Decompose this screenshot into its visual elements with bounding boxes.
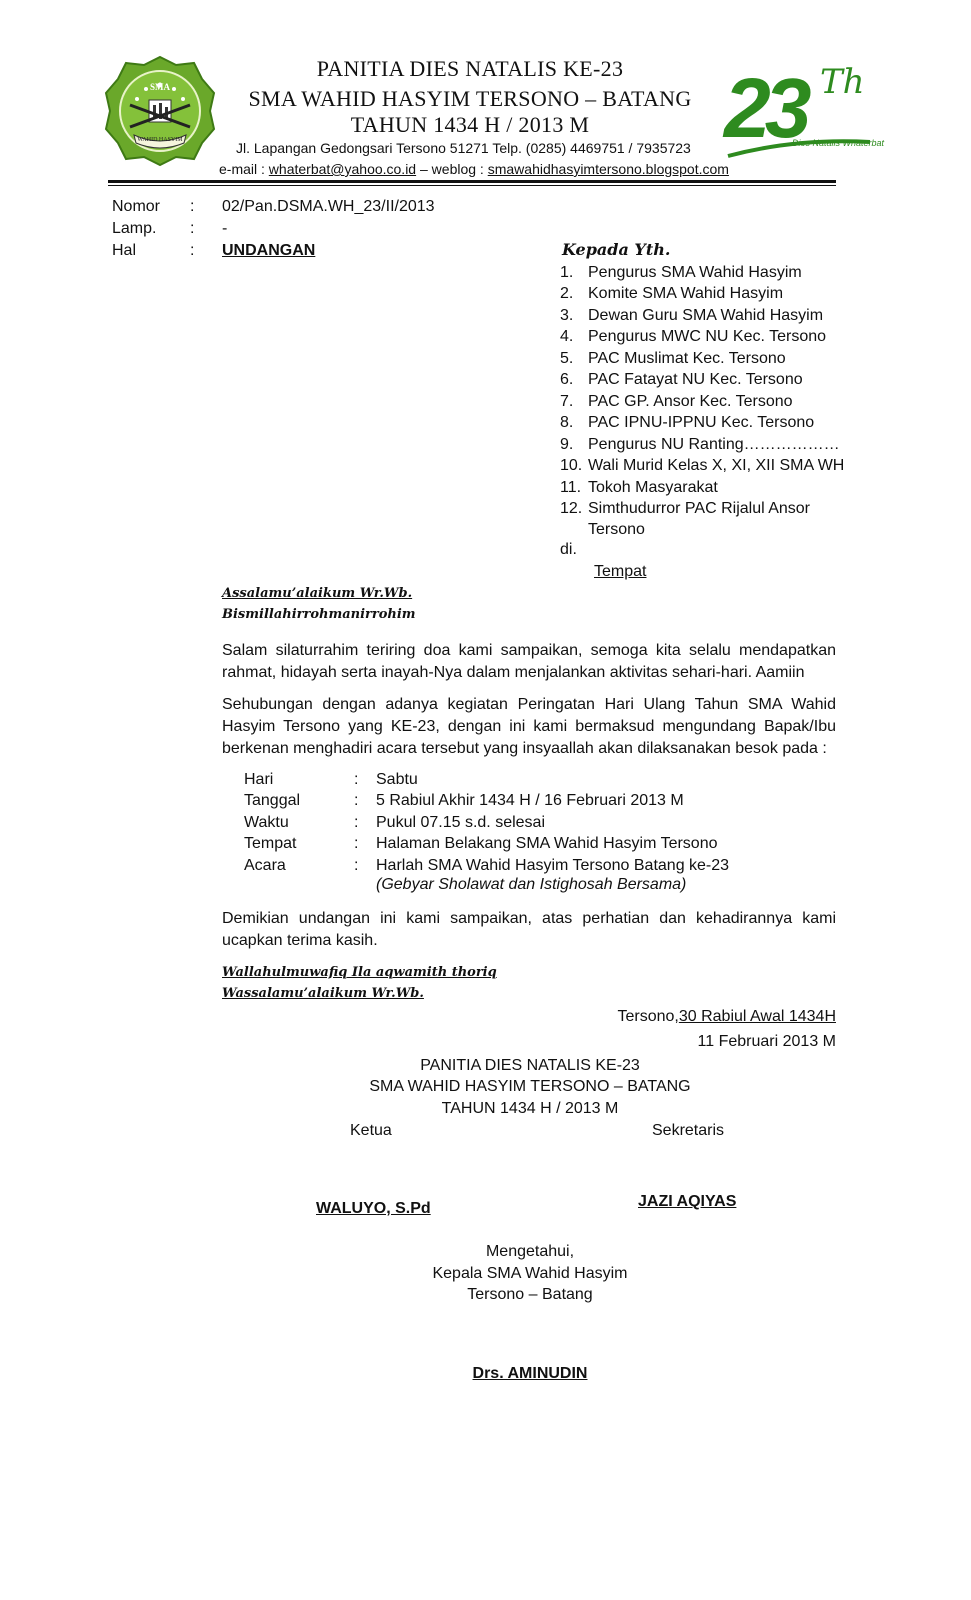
committee-line-1: PANITIA DIES NATALIS KE-23 <box>420 1057 640 1074</box>
meta-value: - <box>222 220 228 237</box>
list-text: PAC GP. Ansor Kec. Tersono <box>588 393 793 410</box>
detail-colon: : <box>354 771 359 788</box>
recipients-di: di. <box>560 541 577 558</box>
logo-ribbon-text: WAHID HASYIM <box>137 137 183 143</box>
detail-label: Tempat <box>244 835 297 852</box>
list-num: 5. <box>560 350 574 367</box>
detail-label: Tanggal <box>244 792 301 809</box>
date-hijri: 30 Rabiul Awal 1434H <box>678 1008 836 1025</box>
detail-label: Waktu <box>244 814 289 831</box>
ketua-title: Ketua <box>350 1122 392 1139</box>
logo-text: SMA <box>150 82 170 92</box>
detail-value: 5 Rabiul Akhir 1434 H / 16 Februari 2013 M <box>376 792 684 809</box>
committee-line-3: TAHUN 1434 H / 2013 M <box>441 1100 619 1117</box>
kepala-name-wrap <box>330 1365 730 1383</box>
badge-suffix: Th <box>820 62 865 102</box>
list-text: Pengurus SMA Wahid Hasyim <box>588 264 802 281</box>
meta-colon: : <box>190 198 195 215</box>
date-place: Tersono, <box>617 1008 679 1025</box>
list-text: PAC IPNU-IPPNU Kec. Tersono <box>588 414 815 431</box>
detail-colon: : <box>354 792 359 809</box>
detail-colon: : <box>354 835 359 852</box>
list-text: Pengurus MWC NU Kec. Tersono <box>588 328 827 345</box>
greeting-salam: Assalamu’alaikum Wr.Wb. <box>222 586 413 601</box>
list-num: 8. <box>560 414 574 431</box>
list-num: 3. <box>560 307 574 324</box>
anniversary-badge <box>722 61 885 170</box>
mengetahui-label: Mengetahui, <box>485 1243 575 1260</box>
letter-date-hijri <box>560 1008 836 1026</box>
letterhead-divider <box>108 180 836 183</box>
ketua-name: WALUYO, S.Pd <box>316 1200 431 1217</box>
greeting-basmalah: Bismillahirrohmanirrohim <box>222 607 416 622</box>
email-link[interactable]: whaterbat@yahoo.co.id <box>268 161 417 177</box>
committee-line-2: SMA WAHID HASYIM TERSONO – BATANG <box>369 1078 691 1095</box>
body-paragraph-2: Sehubungan dengan adanya kegiatan Peringatan Hari Ulang Tahun SMA Wahid Hasyim Tersono yang KE-23, dengan ini kami bermaksud mengundang Bapak/Ibu berkenan menghadiri acara tersebut yang insyaallah akan dilaksanakan besok pada : <box>222 696 836 757</box>
list-num: 10. <box>560 457 583 474</box>
detail-value: Harlah SMA Wahid Hasyim Tersono Batang ke-23 <box>376 857 730 874</box>
body-paragraph-1: Salam silaturrahim teriring doa kami sampaikan, semoga kita selalu mendapatkan rahmat, hidayah serta inayah-Nya dalam menjalankan aktivitas sehari-hari. Aamiin <box>222 642 836 681</box>
recipients-tempat: Tempat <box>594 563 647 580</box>
list-num: 9. <box>560 436 574 453</box>
list-num: 11. <box>560 479 582 496</box>
closing-line-2: Wassalamu’alaikum Wr.Wb. <box>222 986 424 1001</box>
weblog-prefix: – weblog : <box>416 161 488 177</box>
closing-line-1: Wallahulmuwafiq Ila aqwamith thoriq <box>222 965 497 980</box>
meta-colon: : <box>190 220 195 237</box>
meta-value: 02/Pan.DSMA.WH_23/II/2013 <box>222 198 435 215</box>
recipients-heading: Kepada Yth. <box>562 240 671 259</box>
meta-label: Lamp. <box>112 220 157 237</box>
list-text: Tokoh Masyarakat <box>588 479 718 496</box>
badge-caption: Dies Natalis Whaterbat <box>792 138 885 148</box>
letterhead-line-1: PANITIA DIES NATALIS KE-23 <box>316 56 624 81</box>
letterhead-address: Jl. Lapangan Gedongsari Tersono 51271 Telp. (0285) 4469751 / 7935723 <box>236 140 691 156</box>
list-text: Tersono <box>588 521 645 538</box>
list-text: Simthudurror PAC Rijalul Ansor <box>588 500 811 517</box>
list-num: 4. <box>560 328 574 345</box>
meta-colon: : <box>190 242 195 259</box>
list-text: PAC Muslimat Kec. Tersono <box>588 350 786 367</box>
detail-value: Pukul 07.15 s.d. selesai <box>376 814 545 831</box>
meta-label: Nomor <box>112 198 161 215</box>
list-num: 6. <box>560 371 574 388</box>
kepala-name: Drs. AMINUDIN <box>472 1365 588 1382</box>
detail-label: Acara <box>244 857 286 874</box>
sekretaris-title: Sekretaris <box>652 1122 725 1139</box>
sekretaris-name: JAZI AQIYAS <box>638 1193 737 1210</box>
list-num: 2. <box>560 285 574 302</box>
list-num: 7. <box>560 393 574 410</box>
list-text: PAC Fatayat NU Kec. Tersono <box>588 371 803 388</box>
list-num: 1. <box>560 264 574 281</box>
letter-date-masehi: 11 Februari 2013 M <box>697 1033 836 1050</box>
meta-value-subject: UNDANGAN <box>222 242 316 259</box>
detail-value: Halaman Belakang SMA Wahid Hasyim Tersono <box>376 835 718 852</box>
acara-note: (Gebyar Sholawat dan Istighosah Bersama) <box>376 876 687 893</box>
list-text: Pengurus NU Ranting……………… <box>588 436 840 453</box>
meta-label: Hal <box>112 242 137 259</box>
letterhead-contact <box>219 161 729 177</box>
list-num: 12. <box>560 500 583 517</box>
body-paragraph-3: Demikian undangan ini kami sampaikan, atas perhatian dan kehadirannya kami ucapkan terima kasih. <box>222 910 836 949</box>
badge-number: 23 <box>724 61 806 155</box>
school-logo <box>104 55 216 167</box>
detail-colon: : <box>354 857 359 874</box>
detail-value: Sabtu <box>376 771 418 788</box>
kepala-location: Tersono – Batang <box>467 1286 593 1303</box>
detail-label: Hari <box>244 771 274 788</box>
list-text: Komite SMA Wahid Hasyim <box>588 285 784 302</box>
letterhead-divider-thin <box>108 185 836 186</box>
detail-colon: : <box>354 814 359 831</box>
email-prefix: e-mail : <box>219 161 269 177</box>
list-text: Dewan Guru SMA Wahid Hasyim <box>588 307 824 324</box>
kepala-title: Kepala SMA Wahid Hasyim <box>432 1265 628 1282</box>
list-text: Wali Murid Kelas X, XI, XII SMA WH <box>588 457 845 474</box>
weblog-link[interactable]: smawahidhasyimtersono.blogspot.com <box>487 161 729 177</box>
letterhead-line-3: TAHUN 1434 H / 2013 M <box>350 112 590 137</box>
letterhead-line-2: SMA WAHID HASYIM TERSONO – BATANG <box>248 86 692 111</box>
